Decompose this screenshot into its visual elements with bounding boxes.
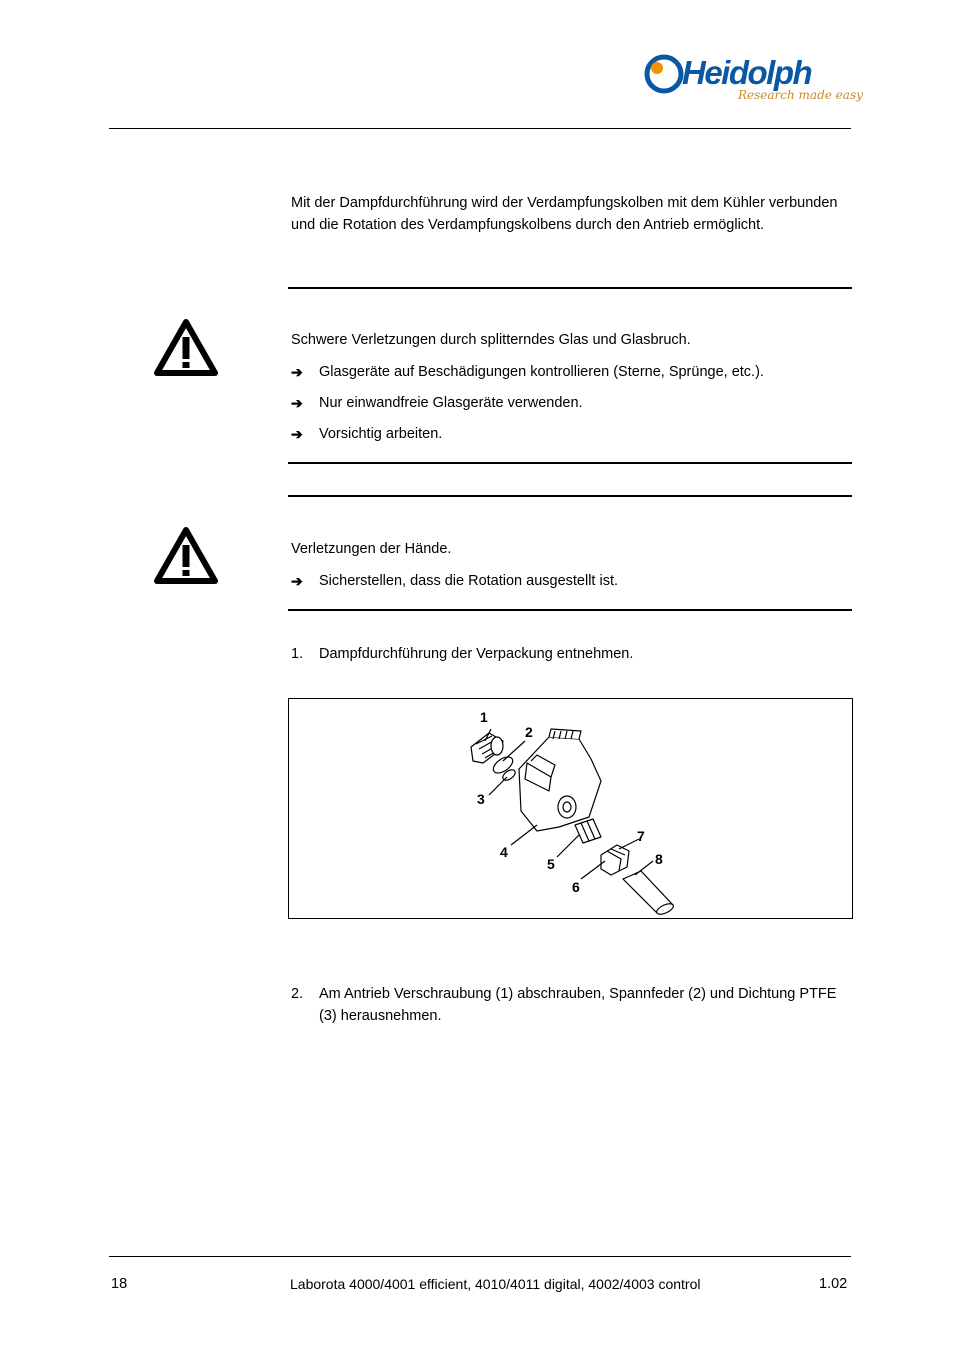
figure-label: 8	[655, 851, 663, 867]
step-text: Am Antrieb Verschraubung (1) abschrauben, Spannfeder (2) und Dichtung PTFE (3) herausnehmen.	[319, 986, 837, 1024]
figure-label: 3	[477, 791, 485, 807]
part-5-sleeve	[575, 819, 601, 843]
warning1-bullet	[291, 362, 851, 382]
intro-paragraph: Mit der Dampfdurchführung wird der Verdampfungskolben mit dem Kühler verbunden und die Rotation des Verdampfungskolbens durch den Antrieb ermöglicht.	[291, 195, 838, 233]
figure-label: 1	[480, 709, 488, 725]
warning1-bottom-rule	[288, 462, 852, 464]
footer-version: 1.02	[819, 1276, 848, 1292]
warning2-bullet	[291, 571, 851, 591]
logo-tagline: Research made easy	[738, 88, 863, 102]
arrow-icon: ➔	[291, 395, 303, 411]
logo-brand: Heidolph	[682, 54, 812, 91]
step-number: 2.	[291, 986, 304, 1002]
figure-label: 4	[500, 844, 508, 860]
logo-circle-icon	[644, 54, 684, 94]
figure-label: 7	[637, 828, 645, 844]
warning1-top-rule	[288, 287, 852, 289]
arrow-icon: ➔	[291, 573, 303, 589]
warning2-text: Verletzungen der Hände.	[291, 541, 452, 557]
steam-duct-exploded-drawing	[289, 699, 852, 918]
step-number: 1.	[291, 646, 304, 662]
bullet-text: Glasgeräte auf Beschädigungen kontrollieren (Sterne, Sprünge, etc.).	[319, 364, 764, 380]
part-4-drive-housing	[519, 729, 601, 831]
figure-label: 5	[547, 856, 555, 872]
warning1-bullet	[291, 424, 851, 444]
warning-triangle-icon	[152, 525, 220, 586]
bullet-text: Vorsichtig arbeiten.	[319, 426, 443, 442]
warning1-bullet	[291, 393, 851, 413]
header-rule	[109, 128, 851, 129]
bullet-text: Sicherstellen, dass die Rotation ausgestellt ist.	[319, 573, 619, 589]
figure-label: 2	[525, 724, 533, 740]
warning-triangle-icon	[152, 317, 220, 378]
arrow-icon: ➔	[291, 364, 303, 380]
exploded-view-figure	[288, 698, 853, 919]
heidolph-logo	[644, 50, 863, 114]
footer-title: Laborota 4000/4001 efficient, 4010/4011 digital, 4002/4003 control	[290, 1276, 701, 1292]
page-number: 18	[111, 1276, 128, 1292]
part-6-nut	[601, 845, 629, 875]
bullet-text: Nur einwandfreie Glasgeräte verwenden.	[319, 395, 583, 411]
warning1-text: Schwere Verletzungen durch splitterndes Glas und Glasbruch.	[291, 332, 691, 348]
warning2-bottom-rule	[288, 609, 852, 611]
part-8-glass-tube	[623, 871, 675, 916]
figure-label: 6	[572, 879, 580, 895]
arrow-icon: ➔	[291, 426, 303, 442]
footer-rule	[109, 1256, 851, 1257]
warning2-top-rule	[288, 495, 852, 497]
part-2-spring	[491, 754, 516, 776]
step-text: Dampfdurchführung der Verpackung entnehmen.	[319, 646, 634, 662]
